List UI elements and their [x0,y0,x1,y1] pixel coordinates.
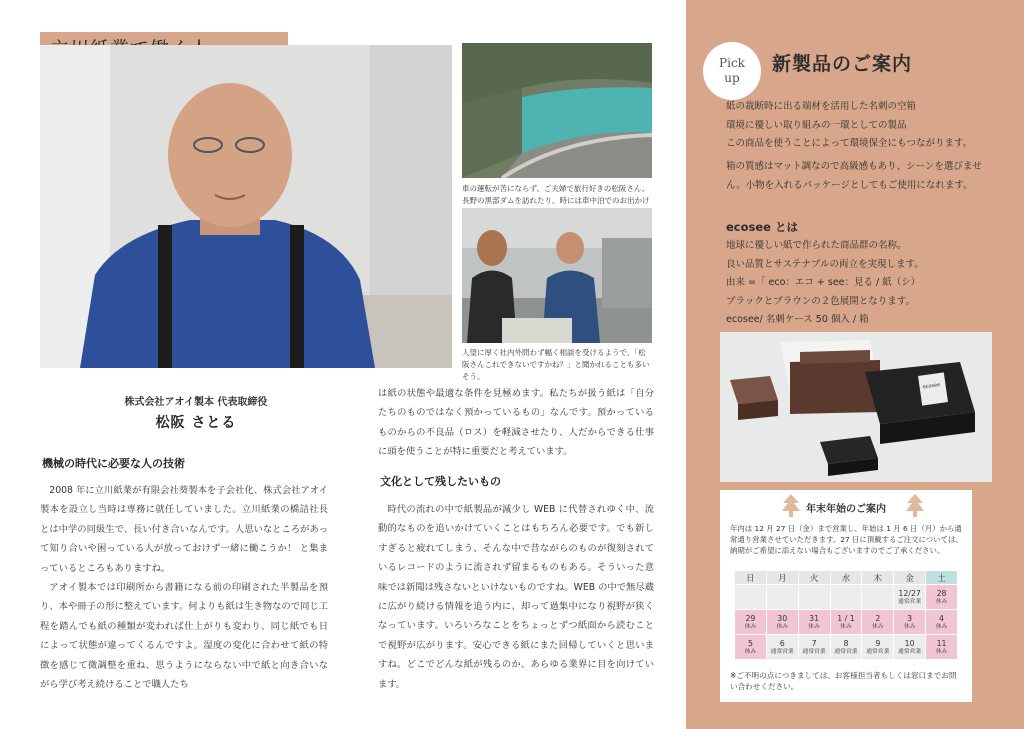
intro-line: この商品を使うことによって環境保全にもつながります。 [726,138,973,149]
dam-photo-caption: 車の運転が苦にならず、ご夫婦で旅行好きの松阪さん。長野の黒部ダムを訪れたり、時には車中泊でのお出かけ [462,184,650,205]
heading-text: 文化として残したいもの [380,475,501,488]
calendar-day-number: 1 / 1 [837,613,855,623]
weekday-wed: 水 [830,571,862,585]
heading-text: 機械の時代に必要な人の技術 [42,457,185,470]
calendar-day-cell [862,585,894,610]
calendar-day-cell [894,585,926,610]
calendar-day-number: 7 [811,638,817,648]
ecosee-heading: ecosee とは [726,220,798,234]
company-role: 株式会社アオイ製本 代表取締役 [124,397,268,408]
calendar-day-number: 10 [904,638,915,648]
calendar-day-number: 29 [745,613,756,623]
holiday-title: 年末年始のご案内 [806,504,886,515]
calendar-day-cell [798,635,830,660]
calendar-day-cell [798,585,830,610]
calendar-day-number: 12/27 [898,588,921,598]
pickup-description: 箱の質感はマット調なので高級感もあり、シーンを選びません。小物を入れるパッケージとしてもご使用になれます。 [726,161,982,191]
paragraph: 2008 年に立川紙業が有限会社葵製本を子会社化、株式会社アオイ製本を設立し当時は専務に就任していました。立川紙業の橋詰社長とは中学の同級生で、長い付き合いなんです。人思いなところがあって知り合いや困っている人が放っておけず一緒に働こうか！ と集まっているところもありますね。 [40,485,328,574]
calendar-day-cell [766,610,798,635]
calendar-day-status: 休み [935,648,948,655]
heading-machine-era [40,455,187,471]
calendar-day-cell [735,635,767,660]
calendar-day-status: 休み [871,623,884,630]
calendar-body [735,585,958,660]
calendar-day-status: 休み [935,598,948,605]
calendar-day-number: 5 [747,638,753,648]
weekday-fri: 金 [894,571,926,585]
pickup-title: 新製品のご案内 [772,53,913,75]
pickup-intro [726,98,986,154]
ecosee-line: 地球に優しい紙で作られた商品群の名称。 [726,240,907,251]
calendar-day-cell [862,610,894,635]
ecosee-line: ブラックとブラウンの２色展開となります。 [726,295,916,307]
calendar-day-cell [830,585,862,610]
calendar-day-number: 8 [843,638,849,648]
weekday-thu: 木 [862,571,894,585]
calendar-day-number: 28 [936,588,947,598]
ecosee-line: 良い品質とサステナブルの両立を実現します。 [726,258,924,270]
product-photo [720,332,992,482]
calendar-day-cell [862,635,894,660]
calendar-day-number: 11 [936,638,947,648]
calendar-day-cell [830,635,862,660]
calendar-day-status: 通常営業 [802,648,826,655]
calendar-day-cell [798,610,830,635]
calendar-day-number: 31 [809,613,820,623]
article-column-2-intro [378,384,654,462]
weekday-mon: 月 [766,571,798,585]
ecosee-details [726,237,986,330]
calendar-day-number: 6 [779,638,785,648]
calendar-day-status: 休み [903,623,916,630]
calendar-day-cell [926,635,958,660]
calendar-day-cell [735,585,767,610]
calendar-day-cell [830,610,862,635]
weekday-sat: 土 [926,571,958,585]
weekday-sun: 日 [735,571,767,585]
calendar-day-status: 通常営業 [898,648,922,655]
calendar-day-number: 30 [777,613,788,623]
pickup-badge-line2: up [724,71,740,85]
calendar-day-cell [926,585,958,610]
calendar-day-status: 休み [840,623,852,630]
calendar-day-number: 9 [875,638,881,648]
calendar-day-cell [735,610,767,635]
christmas-tree-icon [906,494,924,518]
dam-photo [462,43,652,178]
product-label: ecosee [922,381,941,391]
calendar-week-row [735,610,958,635]
person-name: 松阪 さとる [155,415,237,431]
paragraph: 時代の流れの中で紙製品が減少し WEB に代替されゆく中、流動的なものを追いかけていくことはもちろん必要です。でも新しすぎると疲れてしまう、そんな中で昔ながらのものが復刻されているレコードのように流されず留まるものもある。そういった意味では新聞は残さないといけないものですね。WEB の中で無尽蔵に広がり続ける情報を追う内に、却って過集中になり視野が狭くなっています。いろいろなことをちょっとずつ紙面から読むことで視野が広がります。安心できる紙にまた回帰していくと思いますね。どこでどんな紙が残るのか、あらゆる業界に目を向けています。 [378,504,654,690]
calendar-week-row [735,635,958,660]
calendar-day-cell [766,635,798,660]
pickup-badge [703,42,761,100]
calendar-day-cell [766,585,798,610]
calendar-day-status: 休み [744,648,757,655]
staff-photo [462,208,652,343]
calendar-day-cell [926,610,958,635]
calendar-day-number: 3 [907,613,913,623]
ecosee-line: 由来 =「 eco：エコ + see：見る / 紙（シ） [726,277,921,288]
article-column-1 [40,481,328,694]
calendar-day-cell [894,635,926,660]
holiday-calendar [734,570,958,660]
holiday-footer: ※ご不明の点につきましては、お客様担当者もしくは窓口までお問い合わせください。 [730,671,957,691]
heading-culture [378,473,503,489]
calendar-day-status: 休み [808,623,820,630]
pickup-badge-line1: Pick [719,56,745,70]
calendar-day-status: 休み [776,623,789,630]
ecosee-line: ecosee/ 名刺ケース 50 個入 / 箱 [726,314,869,325]
calendar-day-status: 休み [744,623,757,630]
holiday-notice [720,490,972,702]
calendar-day-status: 通常営業 [866,648,890,655]
holiday-note: 年内は 12 月 27 日（金）まで営業し、年始は 1 月 6 日（月）から通常通り営業させていただきます。27 日に頂戴するご注文については、納期がご希望に添えない場合もございますのでご了承ください。 [730,524,963,555]
weekday-tue: 火 [798,571,830,585]
staff-photo-caption: 人望に厚く社内外問わず幅く相談を受けるようで、「松阪さんこれできないですかね？」と聞かれることも多いそう。 [462,348,650,381]
calendar-day-cell [894,610,926,635]
calendar-day-status: 通常営業 [834,648,858,655]
calendar-day-number: 2 [875,613,881,623]
calendar-day-number: 4 [939,613,945,623]
intro-line: 紙の裁断時に出る端材を活用した名刺の空箱 [726,101,917,112]
calendar-day-status: 通常営業 [770,648,794,655]
article-column-2 [378,500,654,694]
intro-line: 環境に優しい取り組みの一環としての製品 [726,119,907,131]
calendar-week-row [735,585,958,610]
calendar-day-status: 休み [935,623,948,630]
calendar-day-status: 通常営業 [898,598,922,605]
paragraph: アオイ製本では印刷所から書籍になる前の印刷された半製品を預り、本や冊子の形に整えています。何よりも紙は生き物なので同じ工程を踏んでも紙の種類が変われば仕上がりも変わり、同じ紙でも日によって状態が違ってくるんですよ。湿度の変化に合わせて紙の特徴を感じて微調整を重ね、思うようにならない中で紙と向き合いながら学び考え続けることで職人たち [40,582,328,691]
calendar-weekdays [735,571,958,585]
portrait-photo [40,45,452,368]
paragraph: は紙の状態や最適な条件を見極めます。私たちが扱う紙は「自分たちのものではなく預かっているもの」なんです。預かっているものからの不良品（ロス）を軽減させたり、人だからできる仕事に頭を使うことが特に重要だと考えています。 [378,388,654,458]
